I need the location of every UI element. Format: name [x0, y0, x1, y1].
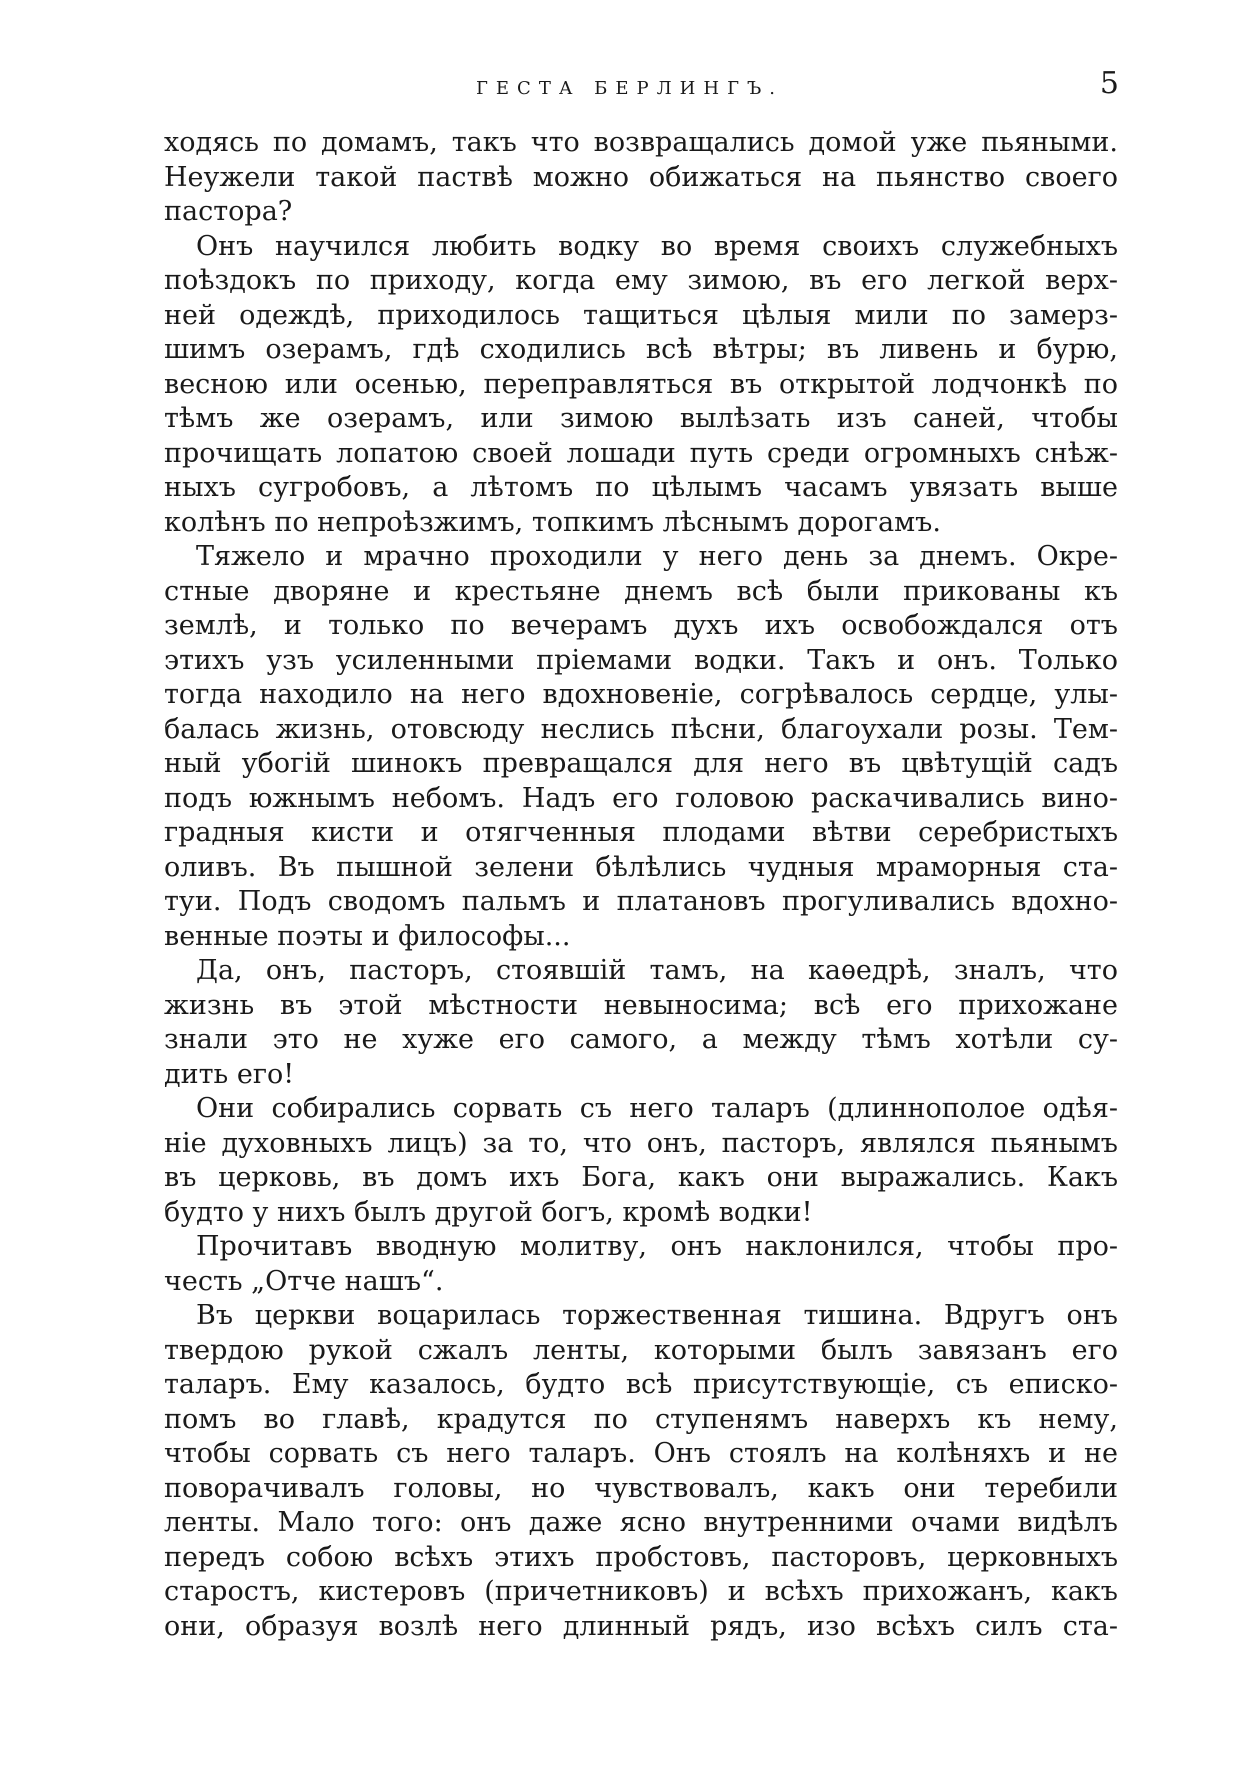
text-line: градныя кисти и отягченныя плодами вѣтви серебристыхъ	[164, 817, 1118, 848]
text-line: Въ церкви воцарилась торжественная тишина. Вдругъ онъ	[196, 1300, 1118, 1331]
text-line: прочищать лопатою своей лошади путь среди огромныхъ снѣж-	[164, 437, 1118, 469]
text-line: они, образуя возлѣ него длинный рядъ, изо всѣхъ силъ ста-	[164, 1610, 1118, 1642]
text-line: Онъ научился любить водку во время своихъ служебныхъ	[196, 230, 1118, 262]
page-number: 5	[1099, 66, 1119, 101]
text-line: землѣ, и только по вечерамъ духъ ихъ освобождался отъ	[164, 610, 1118, 641]
text-line: стные дворяне и крестьяне днемъ всѣ были прикованы къ	[164, 575, 1118, 607]
text-line: въ церковь, въ домъ ихъ Бога, какъ они выражались. Какъ	[164, 1162, 1118, 1193]
text-line: ніе духовныхъ лицъ) за то, что онъ, пасторъ, являлся пьянымъ	[164, 1127, 1118, 1159]
page-header	[0, 66, 1259, 106]
text-line: поѣздокъ по приходу, когда ему зимою, въ его легкой верх-	[164, 265, 1118, 296]
text-line: жизнь въ этой мѣстности невыносима; всѣ его прихожане	[164, 989, 1118, 1021]
text-line: помъ во главѣ, крадутся по ступенямъ наверхъ къ нему,	[164, 1403, 1118, 1435]
text-line: подъ южнымъ небомъ. Надъ его головою раскачивались вино-	[164, 782, 1118, 814]
text-line: Они собирались сорвать съ него таларъ (длиннополое одѣя-	[196, 1093, 1118, 1124]
text-line: Прочитавъ вводную молитву, онъ наклонился, чтобы про-	[196, 1231, 1118, 1262]
text-line: тѣмъ же озерамъ, или зимою вылѣзать изъ саней, чтобы	[164, 403, 1118, 434]
text-line: ленты. Мало того: онъ даже ясно внутренними очами видѣлъ	[164, 1507, 1118, 1538]
text-line: честь „Отче нашъ“.	[164, 1265, 444, 1297]
text-line: венные поэты и философы...	[164, 920, 571, 952]
text-line: чтобы сорвать съ него таларъ. Онъ стоялъ на колѣняхъ и не	[164, 1438, 1118, 1469]
text-line: ныхъ сугробовъ, а лѣтомъ по цѣлымъ часамъ увязать выше	[164, 472, 1118, 503]
text-line: передъ собою всѣхъ этихъ пробстовъ, пасторовъ, церковныхъ	[164, 1541, 1118, 1573]
text-line: ней одеждѣ, приходилось тащиться цѣлыя мили по замерз-	[164, 299, 1118, 331]
text-line: будто у нихъ былъ другой богъ, кромѣ водки!	[164, 1196, 813, 1228]
text-line: тогда находило на него вдохновеніе, согрѣвалось сердце, улы-	[164, 679, 1118, 710]
text-line: оливъ. Въ пышной зелени бѣлѣлись чудныя мраморныя ста-	[164, 851, 1118, 883]
text-line: пастора?	[164, 196, 293, 227]
text-line: дить его!	[164, 1058, 295, 1090]
text-line: знали это не хуже его самого, а между тѣмъ хотѣли су-	[164, 1024, 1118, 1055]
body-text	[164, 126, 1118, 1644]
text-line: Неужели такой паствѣ можно обижаться на пьянство своего	[164, 161, 1118, 193]
text-line: старостъ, кистеровъ (причетниковъ) и всѣхъ прихожанъ, какъ	[164, 1576, 1118, 1607]
text-line: этихъ узъ усиленными пріемами водки. Такъ и онъ. Только	[164, 644, 1118, 676]
text-line: туи. Подъ сводомъ пальмъ и платановъ прогуливались вдохно-	[164, 886, 1118, 917]
text-line: Тяжело и мрачно проходили у него день за днемъ. Окре-	[196, 541, 1118, 572]
text-line: весною или осенью, переправляться въ открытой лодчонкѣ по	[164, 368, 1118, 400]
text-line: твердою рукой сжалъ ленты, которыми былъ завязанъ его	[164, 1334, 1118, 1366]
text-line: ходясь по домамъ, такъ что возвращались домой уже пьяными.	[164, 127, 1118, 158]
text-line: ный убогій шинокъ превращался для него въ цвѣтущій садъ	[164, 748, 1118, 779]
running-title: ГЕСТА БЕРЛИНГЪ.	[475, 78, 784, 99]
text-line: балась жизнь, отовсюду неслись пѣсни, благоухали розы. Тем-	[164, 713, 1118, 745]
text-line: шимъ озерамъ, гдѣ сходились всѣ вѣтры; въ ливень и бурю,	[164, 334, 1118, 365]
text-line: Да, онъ, пасторъ, стоявшій тамъ, на каѳедрѣ, зналъ, что	[196, 955, 1118, 986]
text-line: колѣнъ по непроѣзжимъ, топкимъ лѣснымъ дорогамъ.	[164, 506, 941, 538]
text-line: поворачивалъ головы, но чувствовалъ, какъ они теребили	[164, 1472, 1118, 1504]
text-line: таларъ. Ему казалось, будто всѣ присутствующіе, съ еписко-	[164, 1369, 1118, 1400]
